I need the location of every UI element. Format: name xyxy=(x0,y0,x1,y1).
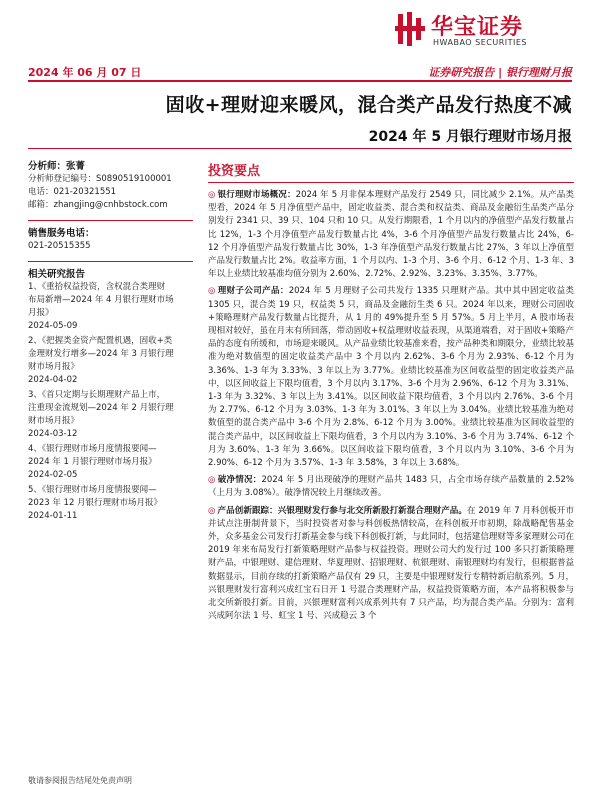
related-report-date: 2024-02-05 xyxy=(28,470,78,480)
related-report-title-line: 2024 年 1 月银行理财市场月报》 xyxy=(28,457,157,467)
logo-english-name: HWABAO SECURITIES xyxy=(433,38,527,47)
paragraph-text: 2024 年 5 月出现破净的理财产品共 1483 只，占全市场存续产品数量的 2.52%（上月为 3.08%）。破净情况较上月继续改善。 xyxy=(208,475,574,499)
bullet-icon: ◎ xyxy=(208,286,216,297)
sales-label: 销售服务电话： xyxy=(28,228,95,239)
related-report-date: 2024-04-02 xyxy=(28,375,78,385)
related-report-title-line: 4、《银行理财市场月度情报要闻— xyxy=(28,444,157,454)
paragraph-text: 2024 年 5 月非保本理财产品发行 2549 只，同比减少 2.1%。从产品类型看，2024 年 5 月净值型产品中，固定收益类、混合类和权益类、商品及金融衍生品类产品分别发行 2341 只、39 只、104 只和 10 只。从发行期限看，1 个月以内的净值型产品发行数量占比 12%，1-3 个月净值型产品发行数量占比 4%，3-6 个月净值型产品发行数量占比 24%，6-12 个月净值型产品发行数量占比 30%，1-3 年净值型产品发行数量占比 27%，3 年以上净值型产品发行数量占比 2%。收益率方面，1 个月以内、1-3 个月、3-6 个月、6-12 个月、1-3 年、3 年以上业绩比较基准均值分别为 2.60%、2.72%、2.92%、3.23%、3.35%、3.77%。 xyxy=(208,190,574,280)
hwabao-logo-icon xyxy=(395,12,425,46)
related-report-item[interactable] xyxy=(28,389,193,441)
summary-paragraph xyxy=(208,474,574,500)
paragraph-lead: 银行理财市场概况： xyxy=(217,190,296,200)
bullet-icon: ◎ xyxy=(208,190,216,200)
paragraph-lead: 理财子公司产品： xyxy=(217,286,289,297)
paragraph-lead: 破净情况： xyxy=(217,475,262,486)
section-title: 投资要点 xyxy=(208,160,574,183)
related-report-date: 2024-03-12 xyxy=(28,429,78,439)
related-reports-list xyxy=(28,281,193,523)
related-report-title-line: 3、《首只定期与长期理财产品上市， xyxy=(28,390,166,400)
related-report-title-line: 财市场月报》 xyxy=(28,362,80,372)
related-report-title-line: 5、《银行理财市场月度情报要闻— xyxy=(28,485,157,495)
sales-phone: 021-20515355 xyxy=(28,241,91,251)
related-reports-heading: 相关研究报告 xyxy=(28,269,86,280)
related-report-title-line: 2023 年 12 月银行理财市场月报》 xyxy=(28,498,163,508)
sidebar-divider xyxy=(28,220,193,221)
paragraph-text: 在 2019 年 7 月科创板开市并试点注册制背景下，当时投资者对参与科创板热情较高，在科创板开市初期，除战略配售基金外，众多基金公司发行打新基金参与线下科创板打新，与此同时，包括建信理财等多家理财公司在 2019 年来布局发行打新策略理财产品参与权益投资。理财公司大约发行过 100 多只打新策略理财产品，中银理财、建信理财、华夏理财、招银理财、杭银理财、南银理财均有发行，但根据普益数据显示，目前存续的打新策略产品仅有 29 只，主要是中银理财发行专精特新启航系列。5 月，兴银理财发行富利兴成红宝石日开 1 号混合类理财产品，权益投资策略方面，本产品将积极参与北交所新股打新。目前，兴银理财富利兴成系列共有 7 只产品，均为混合类产品。分别为：富利兴成阿尔法 1 号、虹宝 1 号、兴成稳云 3 个 xyxy=(208,505,574,622)
summary-paragraph xyxy=(208,285,574,470)
related-report-item[interactable] xyxy=(28,484,193,523)
related-report-date: 2024-01-11 xyxy=(28,511,78,521)
summary-paragraph xyxy=(208,505,574,624)
analyst-email[interactable]: 邮箱：zhangjing@cnhbstock.com xyxy=(28,200,168,210)
related-report-title-line: 月报》 xyxy=(28,308,54,318)
report-title: 固收+理财迎来暖风，混合类产品发行热度不减 xyxy=(165,94,572,116)
analyst-phone: 电话：021-20321551 xyxy=(28,187,117,197)
related-report-item[interactable] xyxy=(28,335,193,387)
paragraph-lead: 产品创新跟踪：兴银理财发行参与北交所新股打新混合理财产品。 xyxy=(217,505,468,516)
related-report-item[interactable] xyxy=(28,443,193,482)
sidebar-divider xyxy=(28,261,193,262)
report-subtitle: 2024 年 5 月银行理财市场月报 xyxy=(368,129,572,145)
analyst-name: 分析师：张菁 xyxy=(28,161,86,172)
report-category: 证券研究报告 | 银行理财月报 xyxy=(428,66,572,79)
bullet-icon: ◎ xyxy=(208,475,216,486)
company-logo xyxy=(395,10,580,50)
related-report-title-line: 2、《把握类金资产配置机遇，固收+类 xyxy=(28,336,173,346)
related-report-item[interactable] xyxy=(28,281,193,333)
main-content xyxy=(208,160,574,628)
title-divider xyxy=(28,148,572,149)
bullet-icon: ◎ xyxy=(208,505,216,516)
summary-paragraph xyxy=(208,189,574,281)
related-report-title-line: 金理财发行增多—2024 年 3 月银行理 xyxy=(28,349,174,359)
report-header-bar xyxy=(28,64,572,82)
sidebar xyxy=(28,160,193,525)
paragraph-text: 2024 年 5 月理财子公司共发行 1335 只理财产品。其中其中固定收益类 1305 只，混合类 19 只，权益类 5 只，商品及金融衍生类 6 只。2024 年以来，理财公司固收+策略理财产品发行数量占比提升，从 1 月的 49%提升至 5 月 57%。5 月上半月，A 股市场表现相对较好，虽在月末有所回落，带动固收+权益理财收益表现，从渠道端看，对于固收+策略产品的态度有所缓和，市场迎来暖风。从产品业绩比较基准来看，按产品种类和期限分，业绩比较基准为绝对数值型的固定收益类产品中 3 个月以内 2.62%、3-6 个月为 2.93%、6-12 个月为 3.36%、1-3 年为 3.33%、3 年以上为 3.77%。业绩比较基准为区间收益型的固定收益类产品中，以区间收益上下限均值看，3 个月以内 3.17%、3-6 个月为 2.96%、6-12 个月为 3.31%、1-3 年为 3.32%、3 年以上为 3.41%。以区间收益下限均值看，3 个月以内 2.76%、3-6 个月为 2.77%、6-12 个月为 3.03%、1-3 年为 3.01%、3 年以上为 3.04%。业绩比较基准为绝对数值型的混合类产品中 3-6 个月为 2.8%、6-12 个月为 3.00%。业绩比较基准为区间收益型的混合类产品中，以区间收益上下限均值看，3 个月以内为 3.10%、3-6 个月为 3.74%、6-12 个月为 3.60%、1-3 年为 3.66%。以区间收益下限均值看，3 个月以内为 3.10%、3-6 个月为 2.90%、6-12 个月为 3.57%、1-3 年 3.58%，3 年以上 3.68%。 xyxy=(208,286,574,469)
related-report-title-line: 注重现金流规划—2024 年 2 月银行理 xyxy=(28,403,174,413)
logo-chinese-name: 华宝证券 xyxy=(431,15,524,40)
related-report-title-line: 布局新增—2024 年 4 月银行理财市场 xyxy=(28,295,174,305)
analyst-certificate: 分析师登记编号：S0890519100001 xyxy=(28,174,172,184)
report-date: 2024 年 06 月 07 日 xyxy=(28,66,142,79)
disclaimer-footer: 敬请参阅报告结尾处免责声明 xyxy=(28,776,132,785)
related-report-title-line: 财市场月报》 xyxy=(28,416,80,426)
related-report-title-line: 1、《重拾权益投资，含权混合类理财 xyxy=(28,282,166,292)
related-report-date: 2024-05-09 xyxy=(28,321,78,331)
